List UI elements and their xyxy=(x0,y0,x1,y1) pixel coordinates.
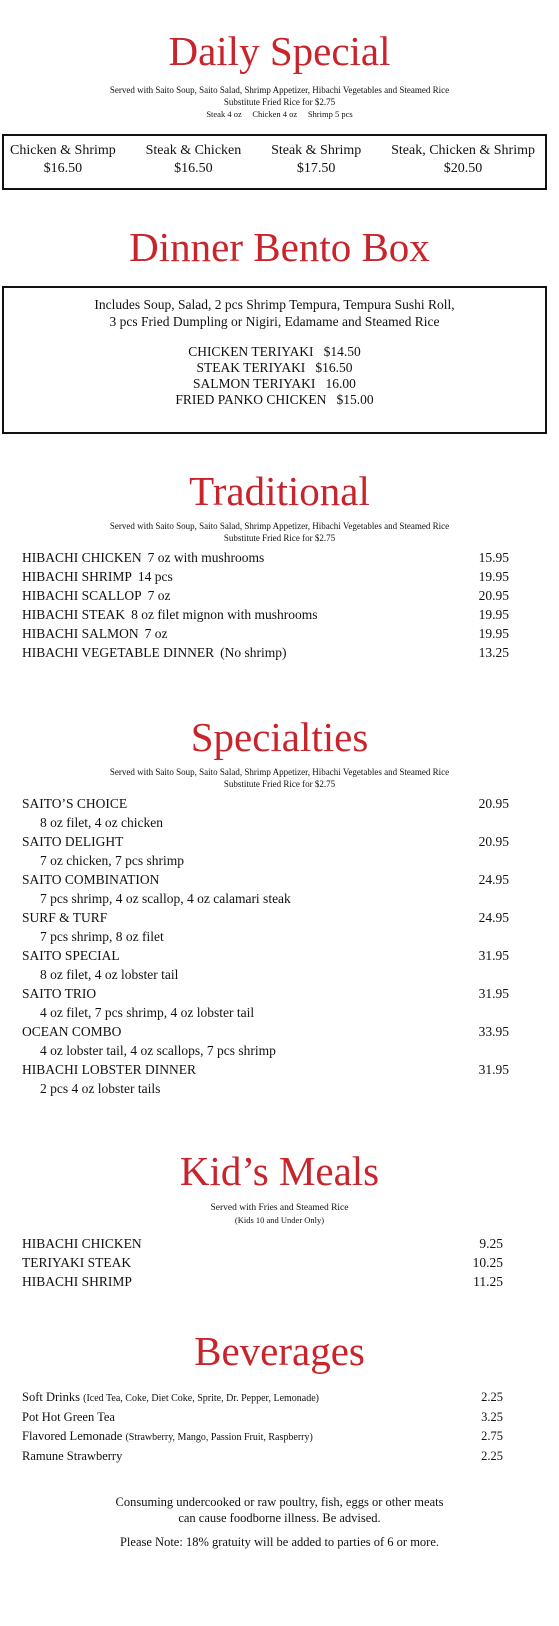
item-name: Flavored Lemonade xyxy=(22,1429,123,1443)
item-desc: 7 oz xyxy=(144,626,168,641)
bento-list xyxy=(4,344,545,408)
served-with-note: Served with Saito Soup, Saito Salad, Shrimp Appetizer, Hibachi Vegetables and Steamed Rice xyxy=(109,85,450,95)
item-name: SAITO’S CHOICE xyxy=(22,796,128,811)
menu-item xyxy=(0,1022,559,1041)
item-price: 31.95 xyxy=(478,986,509,1001)
daily-special-title: Daily Special xyxy=(168,28,391,74)
bento-item: SALMON TERIYAKI 16.00 xyxy=(193,376,356,391)
item-price: 3.25 xyxy=(481,1410,503,1424)
item-name: SURF & TURF xyxy=(22,910,108,925)
combo-item xyxy=(271,142,361,188)
beverage-item xyxy=(0,1388,559,1408)
item-price: 19.95 xyxy=(478,569,509,584)
specialties-items xyxy=(0,794,559,1098)
item-price: 20.95 xyxy=(478,588,509,603)
item-price: 2.75 xyxy=(481,1429,503,1443)
bento-desc-line: Includes Soup, Salad, 2 pcs Shrimp Tempura, Tempura Sushi Roll, xyxy=(94,297,455,312)
item-price: 31.95 xyxy=(478,1062,509,1077)
menu-item xyxy=(0,832,559,851)
substitute-note: Substitute Fried Rice for $2.75 xyxy=(223,533,336,543)
combo-price: $16.50 xyxy=(43,161,83,176)
item-name: Soft Drinks xyxy=(22,1390,80,1404)
beverages-section xyxy=(0,1328,559,1466)
combo-price: $17.50 xyxy=(296,161,336,176)
beverage-item xyxy=(0,1427,559,1447)
combo-item xyxy=(146,142,242,188)
item-name: HIBACHI SALMON xyxy=(22,626,139,641)
item-name: SAITO SPECIAL xyxy=(22,948,120,963)
specialties-section xyxy=(0,714,559,1098)
item-desc: 8 oz filet mignon with mushrooms xyxy=(131,607,318,622)
menu-item xyxy=(0,946,559,965)
beverage-item xyxy=(0,1447,559,1466)
item-desc: 7 pcs shrimp, 8 oz filet xyxy=(40,929,164,944)
menu-item xyxy=(0,1060,559,1079)
item-detail: (Iced Tea, Coke, Diet Coke, Sprite, Dr. Pepper, Lemonade) xyxy=(83,1393,319,1404)
item-desc: 2 pcs 4 oz lobster tails xyxy=(40,1081,161,1096)
combo-price: $16.50 xyxy=(174,161,213,176)
item-name: HIBACHI VEGETABLE DINNER xyxy=(22,645,215,660)
item-desc: 8 oz filet, 4 oz lobster tail xyxy=(40,967,179,982)
footer-notice xyxy=(0,1494,559,1550)
bento-box-title: Dinner Bento Box xyxy=(129,224,430,270)
item-price: 31.95 xyxy=(478,948,509,963)
menu-item xyxy=(0,984,559,1003)
item-price: 20.95 xyxy=(478,834,509,849)
item-desc: 4 oz filet, 7 pcs shrimp, 4 oz lobster tail xyxy=(40,1005,255,1020)
item-name: HIBACHI SCALLOP xyxy=(22,588,142,603)
bento-desc-line: 3 pcs Fried Dumpling or Nigiri, Edamame and Steamed Rice xyxy=(109,314,440,329)
item-desc: 7 oz xyxy=(147,588,171,603)
menu-item xyxy=(0,624,559,643)
item-name: HIBACHI CHICKEN xyxy=(22,550,142,565)
kids-age-note: (Kids 10 and Under Only) xyxy=(234,1215,325,1225)
food-warning xyxy=(0,1494,559,1526)
specialties-title: Specialties xyxy=(190,714,369,760)
item-price: 19.95 xyxy=(478,607,509,622)
item-desc: 8 oz filet, 4 oz chicken xyxy=(40,815,163,830)
item-price: 20.95 xyxy=(478,796,509,811)
item-price: 2.25 xyxy=(481,1449,503,1463)
kids-served-note: Served with Fries and Steamed Rice xyxy=(210,1203,349,1213)
bento-item: STEAK TERIYAKI $16.50 xyxy=(196,360,353,375)
menu-item xyxy=(0,1272,559,1291)
item-price: 19.95 xyxy=(478,626,509,641)
item-desc: 7 pcs shrimp, 4 oz scallop, 4 oz calamari steak xyxy=(40,891,291,906)
menu-item xyxy=(0,908,559,927)
combo-item xyxy=(391,142,535,188)
item-name: HIBACHI SHRIMP xyxy=(22,569,132,584)
item-name: TERIYAKI STEAK xyxy=(22,1255,132,1270)
daily-special-box xyxy=(2,134,547,190)
menu-item xyxy=(0,1234,559,1253)
traditional-items xyxy=(0,548,559,662)
beverages-title: Beverages xyxy=(194,1328,365,1374)
item-desc: 7 oz chicken, 7 pcs shrimp xyxy=(40,853,184,868)
item-name: HIBACHI STEAK xyxy=(22,607,126,622)
bento-box-panel xyxy=(2,286,547,434)
kids-meals-section xyxy=(0,1148,559,1291)
item-price: 13.25 xyxy=(478,645,509,660)
bento-item: FRIED PANKO CHICKEN $15.00 xyxy=(175,392,374,407)
item-name: HIBACHI SHRIMP xyxy=(22,1274,132,1289)
menu-item xyxy=(0,567,559,586)
combo-item xyxy=(10,142,116,188)
combo-name: Steak, Chicken & Shrimp xyxy=(391,143,535,158)
substitute-note: Substitute Fried Rice for $2.75 xyxy=(223,779,336,789)
item-desc: (No shrimp) xyxy=(220,645,287,660)
traditional-section xyxy=(0,468,559,662)
beverage-item xyxy=(0,1408,559,1427)
combo-price: $20.50 xyxy=(443,161,483,176)
menu-item xyxy=(0,605,559,624)
item-desc: 7 oz with mushrooms xyxy=(147,550,265,565)
menu-item xyxy=(0,643,559,662)
item-price: 11.25 xyxy=(473,1274,503,1289)
gratuity-note: Please Note: 18% gratuity will be added to parties of 6 or more. xyxy=(119,1535,439,1549)
kids-items xyxy=(0,1234,559,1291)
item-price: 9.25 xyxy=(479,1236,503,1251)
item-name: SAITO TRIO xyxy=(22,986,97,1001)
item-price: 24.95 xyxy=(478,872,509,887)
item-name: HIBACHI CHICKEN xyxy=(22,1236,142,1251)
combo-name: Steak & Chicken xyxy=(145,143,242,158)
menu-item xyxy=(0,870,559,889)
item-name: Pot Hot Green Tea xyxy=(22,1410,115,1424)
food-warning-line: can cause foodborne illness. Be advised. xyxy=(178,1511,381,1525)
menu-item xyxy=(0,548,559,567)
served-with-note: Served with Saito Soup, Saito Salad, Shrimp Appetizer, Hibachi Vegetables and Steamed Rice xyxy=(109,767,450,777)
portion-note: Steak 4 oz Chicken 4 oz Shrimp 5 pcs xyxy=(206,109,353,119)
item-price: 10.25 xyxy=(472,1255,503,1270)
item-name: SAITO DELIGHT xyxy=(22,834,124,849)
substitute-note: Substitute Fried Rice for $2.75 xyxy=(223,97,336,107)
kids-meals-title: Kid’s Meals xyxy=(179,1148,380,1194)
bento-description xyxy=(4,296,545,330)
item-name: Ramune Strawberry xyxy=(22,1449,123,1463)
bento-item: CHICKEN TERIYAKI $14.50 xyxy=(188,344,361,359)
combo-name: Chicken & Shrimp xyxy=(10,143,116,158)
item-detail: (Strawberry, Mango, Passion Fruit, Raspberry) xyxy=(125,1432,313,1443)
food-warning-line: Consuming undercooked or raw poultry, fish, eggs or other meats xyxy=(115,1495,444,1509)
menu-item xyxy=(0,794,559,813)
item-name: OCEAN COMBO xyxy=(22,1024,122,1039)
beverage-items xyxy=(0,1388,559,1466)
item-price: 24.95 xyxy=(478,910,509,925)
served-with-note: Served with Saito Soup, Saito Salad, Shrimp Appetizer, Hibachi Vegetables and Steamed Rice xyxy=(109,521,450,531)
item-name: HIBACHI LOBSTER DINNER xyxy=(22,1062,196,1077)
item-price: 15.95 xyxy=(478,550,509,565)
item-desc: 14 pcs xyxy=(137,569,173,584)
menu-item xyxy=(0,586,559,605)
item-name: SAITO COMBINATION xyxy=(22,872,160,887)
item-price: 33.95 xyxy=(478,1024,509,1039)
item-desc: 4 oz lobster tail, 4 oz scallops, 7 pcs shrimp xyxy=(40,1043,276,1058)
traditional-title: Traditional xyxy=(189,468,370,514)
menu-item xyxy=(0,1253,559,1272)
daily-special-notes xyxy=(0,84,559,120)
item-price: 2.25 xyxy=(481,1390,503,1404)
combo-name: Steak & Shrimp xyxy=(271,143,362,158)
